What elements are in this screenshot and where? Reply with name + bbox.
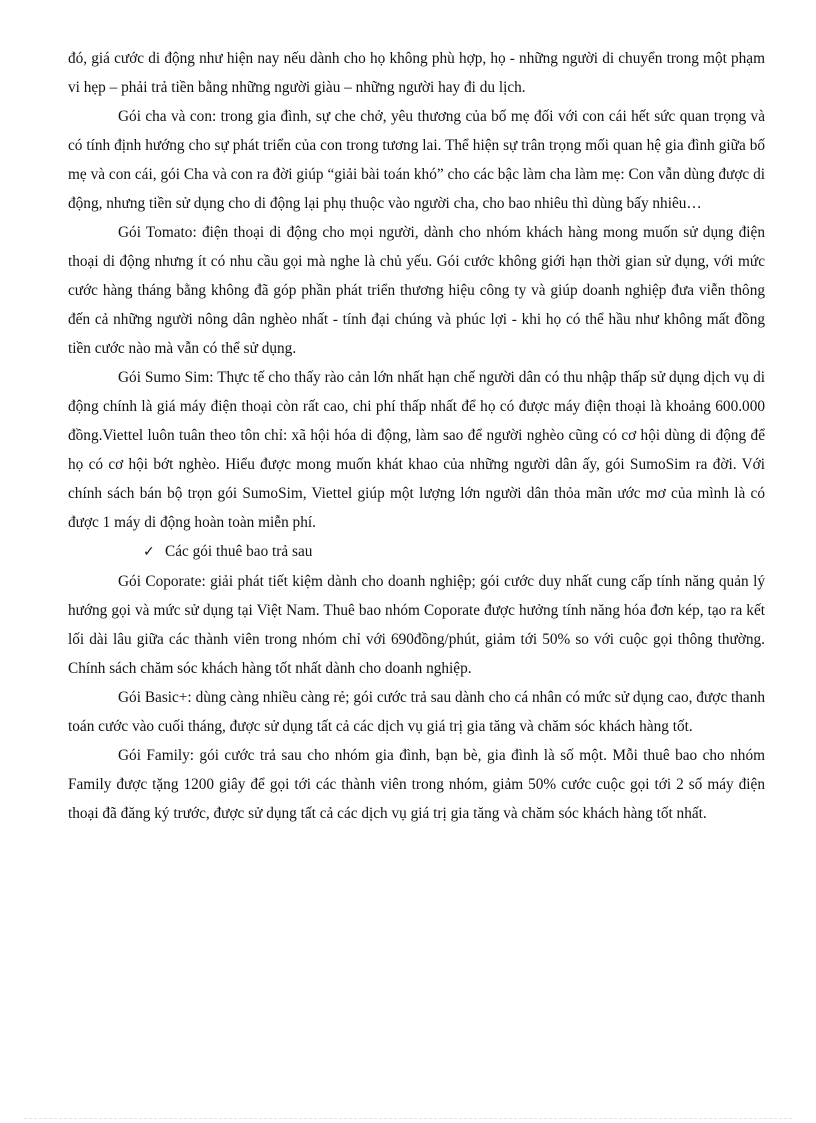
page-bottom-divider [24, 1118, 792, 1119]
paragraph-family: Gói Family: gói cước trả sau cho nhóm gia đình, bạn bè, gia đình là số một. Mỗi thuê bao cho nhóm Family được tặng 1200 giây để gọi tới các thành viên trong nhóm, giảm 50% cước cuộc gọi tới 2 số máy điện thoại đã đăng ký trước, được sử dụng tất cả các dịch vụ giá trị gia tăng và chăm sóc khách hàng tốt nhất. [68, 747, 765, 822]
document-page [68, 44, 765, 828]
checkmark-icon: ✓ [143, 544, 155, 560]
paragraph-coporate: Gói Coporate: giải phát tiết kiệm dành cho doanh nghiệp; gói cước duy nhất cung cấp tính năng quản lý hướng gọi và mức sử dụng tại Việt Nam. Thuê bao nhóm Coporate được hưởng tính năng hóa đơn kép, tạo ra kết lối dài lâu giữa các thành viên trong nhóm chỉ với 690đồng/phút, giảm tới 50% so với cuộc gọi thông thường. Chính sách chăm sóc khách hàng tốt nhất dành cho doanh nghiệp. [68, 573, 765, 677]
paragraph-sumo-sim: Gói Sumo Sim: Thực tế cho thấy rào cản lớn nhất hạn chế người dân có thu nhập thấp sử dụng dịch vụ di động chính là giá máy điện thoại còn rất cao, chi phí thấp nhất để họ có được máy điện thoại là khoảng 600.000 đồng.Viettel luôn tuân theo tôn chỉ: xã hội hóa di động, làm sao để người nghèo cũng có cơ hội dùng di động để họ có cơ hội bớt nghèo. Hiểu được mong muốn khát khao của những người dân ấy, gói SumoSim ra đời. Với chính sách bán bộ trọn gói SumoSim, Viettel giúp một lượng lớn người dân thỏa mãn ước mơ của mình là có được 1 máy di động hoàn toàn miễn phí. [68, 369, 765, 531]
paragraph-continuation: đó, giá cước di động như hiện nay nếu dành cho họ không phù hợp, họ - những người di chuyển trong một phạm vi hẹp – phải trả tiền bằng những người giàu – những người hay đi du lịch. [68, 50, 765, 96]
bullet-heading-text: Các gói thuê bao trả sau [165, 543, 313, 560]
paragraph-basic-plus: Gói Basic+: dùng càng nhiều càng rẻ; gói cước trả sau dành cho cá nhân có mức sử dụng cao, được thanh toán cước vào cuối tháng, được sử dụng tất cả các dịch vụ giá trị gia tăng và chăm sóc khách hàng tốt. [68, 689, 765, 735]
paragraph-cha-va-con: Gói cha và con: trong gia đình, sự che chở, yêu thương của bố mẹ đối với con cái hết sức quan trọng và có tính định hướng cho sự phát triển của con trong tương lai. Thể hiện sự trân trọng mối quan hệ gia đình giữa bố mẹ và con cái, gói Cha và con ra đời giúp “giải bài toán khó” cho các bậc làm cha làm mẹ: Con vẫn dùng được di động, nhưng tiền sử dụng cho di động lại phụ thuộc vào người cha, cho bao nhiêu thì dùng bấy nhiêu… [68, 108, 765, 212]
bullet-heading [68, 537, 765, 567]
paragraph-tomato: Gói Tomato: điện thoại di động cho mọi người, dành cho nhóm khách hàng mong muốn sử dụng điện thoại di động nhưng ít có nhu cầu gọi mà nghe là chủ yếu. Gói cước không giới hạn thời gian sử dụng, với mức cước hàng tháng bằng không đã góp phần phát triển thương hiệu công ty và giúp doanh nghiệp đưa viễn thông đến cả những người nông dân nghèo nhất - tính đại chúng và phúc lợi - khi họ có thể hầu như không mất đồng tiền cước nào mà vẫn có thể sử dụng. [68, 224, 765, 357]
